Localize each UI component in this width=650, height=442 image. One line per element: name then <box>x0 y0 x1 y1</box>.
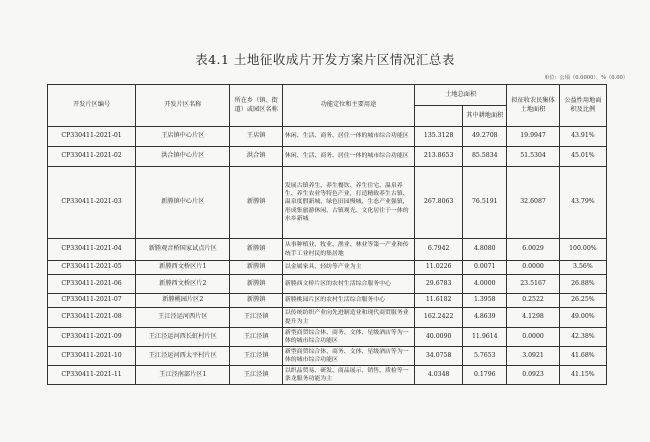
cell-desc: 从事种植业、牧业、渔业、林业等第一产业和传统手工业村民的集居地 <box>282 239 414 261</box>
cell-name: 新塍西文桥区片1 <box>136 261 230 275</box>
table-row <box>48 167 607 239</box>
cell-code: CP330411-2021-03 <box>48 167 136 239</box>
header-total-value <box>415 106 463 127</box>
cell-name: 洪合镇中心片区 <box>136 147 230 167</box>
cell-total: 29.6783 <box>415 275 463 294</box>
cell-ratio: 26.88% <box>559 275 606 294</box>
cell-code: CP330411-2021-08 <box>48 308 136 328</box>
table-row <box>48 275 607 294</box>
cell-code: CP330411-2021-09 <box>48 328 136 347</box>
summary-table <box>47 84 607 385</box>
cell-ratio: 43.79% <box>559 167 606 239</box>
cell-farmland: 0.1796 <box>463 366 507 385</box>
cell-total: 11.6182 <box>415 294 463 308</box>
cell-desc: 休闲、生活、商务、居住一体的城市综合功能区 <box>282 127 414 147</box>
header-row <box>48 85 607 106</box>
cell-total: 40.0090 <box>415 328 463 347</box>
cell-ratio: 49.00% <box>559 308 606 328</box>
cell-ratio: 45.01% <box>559 147 606 167</box>
cell-farmland: 76.5191 <box>463 167 507 239</box>
table-row <box>48 239 607 261</box>
cell-total: 267.8063 <box>415 167 463 239</box>
header-town: 所在乡（镇、街道）或园区名称 <box>230 85 282 127</box>
cell-ratio: 26.25% <box>559 294 606 308</box>
cell-code: CP330411-2021-05 <box>48 261 136 275</box>
table-row <box>48 147 607 167</box>
cell-farmland: 4.8080 <box>463 239 507 261</box>
cell-ratio: 43.91% <box>559 127 606 147</box>
cell-name: 王店镇中心片区 <box>136 127 230 147</box>
cell-farmland: 0.0071 <box>463 261 507 275</box>
cell-collective: 23.5167 <box>507 275 559 294</box>
cell-desc: 以织品贸易、研发、商品展示、销售、质检等一条龙服务功能为主 <box>282 366 414 385</box>
cell-town: 王江泾镇 <box>230 328 282 347</box>
cell-name: 王江泾运河西片区 <box>136 308 230 328</box>
cell-town: 新塍镇 <box>230 167 282 239</box>
cell-farmland: 49.2708 <box>463 127 507 147</box>
cell-desc: 以传统纺织产业向先进制造业和现代商贸服务业提升为主 <box>282 308 414 328</box>
cell-town: 王江泾镇 <box>230 347 282 366</box>
cell-code: CP330411-2021-04 <box>48 239 136 261</box>
cell-collective: 51.5304 <box>507 147 559 167</box>
cell-collective: 0.0000 <box>507 261 559 275</box>
cell-code: CP330411-2021-11 <box>48 366 136 385</box>
cell-ratio: 100.00% <box>559 239 606 261</box>
cell-farmland: 5.7653 <box>463 347 507 366</box>
cell-total: 6.7942 <box>415 239 463 261</box>
table-row <box>48 347 607 366</box>
cell-collective: 0.2522 <box>507 294 559 308</box>
cell-name: 新塍桃园片区2 <box>136 294 230 308</box>
cell-ratio: 41.68% <box>559 347 606 366</box>
cell-desc: 以金属家具、轻纺等产业为主 <box>282 261 414 275</box>
cell-total: 11.0226 <box>415 261 463 275</box>
cell-town: 新塍镇 <box>230 275 282 294</box>
cell-town: 新塍镇 <box>230 239 282 261</box>
table-row <box>48 328 607 347</box>
cell-desc: 发展古镇养生、养生餐饮、养生住宅、温泉养生、养生农业等特色产业，打造精致养生古镇、温泉度假新城、绿色田园慢城、生态产业强镇，形成集旅游休闲、古镇观光、文化居住于一体的水乡新城 <box>282 167 414 239</box>
header-ratio: 公益性用地面积及比例 <box>559 85 606 127</box>
cell-total: 4.0348 <box>415 366 463 385</box>
cell-ratio: 42.38% <box>559 328 606 347</box>
cell-collective: 3.0921 <box>507 347 559 366</box>
cell-desc: 休闲、生活、商务、居住一体的城市综合功能区 <box>282 147 414 167</box>
cell-collective: 0.0923 <box>507 366 559 385</box>
header-desc: 功能定位和主要用途 <box>282 85 414 127</box>
cell-total: 162.2422 <box>415 308 463 328</box>
table-row <box>48 308 607 328</box>
cell-total: 34.0758 <box>415 347 463 366</box>
cell-farmland: 4.8639 <box>463 308 507 328</box>
cell-collective: 6.0029 <box>507 239 559 261</box>
cell-collective: 0.0000 <box>507 328 559 347</box>
cell-ratio: 3.56% <box>559 261 606 275</box>
cell-name: 新塍观音桥国家试点片区 <box>136 239 230 261</box>
cell-ratio: 41.15% <box>559 366 606 385</box>
cell-farmland: 4.0000 <box>463 275 507 294</box>
cell-code: CP330411-2021-01 <box>48 127 136 147</box>
cell-town: 洪合镇 <box>230 147 282 167</box>
header-total-area: 土地总面积 <box>415 85 507 106</box>
cell-town: 王江泾镇 <box>230 366 282 385</box>
cell-farmland: 85.5834 <box>463 147 507 167</box>
table-row <box>48 294 607 308</box>
cell-collective: 4.1298 <box>507 308 559 328</box>
cell-name: 王江泾运河西太平村片区 <box>136 347 230 366</box>
cell-collective: 32.6087 <box>507 167 559 239</box>
cell-code: CP330411-2021-10 <box>48 347 136 366</box>
header-name: 开发片区名称 <box>136 85 230 127</box>
cell-desc: 新型商贸综合体、商务、文体、星级酒店等为一体的城市综合功能区 <box>282 347 414 366</box>
header-collective: 拟征收农民集体土地面积 <box>507 85 559 127</box>
cell-code: CP330411-2021-02 <box>48 147 136 167</box>
unit-note: 单位：公顷（0.0000）、%（0.00） <box>544 75 628 81</box>
cell-desc: 新塍西文桥片区的农村生活综合服务中心 <box>282 275 414 294</box>
header-farmland: 其中耕地面积 <box>463 106 507 127</box>
cell-town: 新塍镇 <box>230 261 282 275</box>
cell-total: 213.8653 <box>415 147 463 167</box>
cell-name: 王江泾南部片区1 <box>136 366 230 385</box>
header-code: 开发片区编号 <box>48 85 136 127</box>
cell-town: 王江泾镇 <box>230 308 282 328</box>
cell-desc: 新塍桃园片区的农村生活综合服务中心 <box>282 294 414 308</box>
cell-town: 新塍镇 <box>230 294 282 308</box>
cell-code: CP330411-2021-06 <box>48 275 136 294</box>
table-row <box>48 366 607 385</box>
cell-name: 新塍镇中心片区 <box>136 167 230 239</box>
cell-name: 新塍西文桥区片2 <box>136 275 230 294</box>
cell-farmland: 1.3958 <box>463 294 507 308</box>
cell-desc: 新型商贸综合体、商务、文体、星级酒店等为一体的城市综合功能区 <box>282 328 414 347</box>
cell-total: 135.3128 <box>415 127 463 147</box>
table-row <box>48 127 607 147</box>
table-row <box>48 261 607 275</box>
cell-collective: 19.9947 <box>507 127 559 147</box>
cell-town: 王店镇 <box>230 127 282 147</box>
cell-code: CP330411-2021-07 <box>48 294 136 308</box>
cell-farmland: 11.9614 <box>463 328 507 347</box>
table-title: 表4.1 土地征收成片开发方案片区情况汇总表 <box>195 52 455 67</box>
cell-name: 王江泾运河西长虹村片区 <box>136 328 230 347</box>
